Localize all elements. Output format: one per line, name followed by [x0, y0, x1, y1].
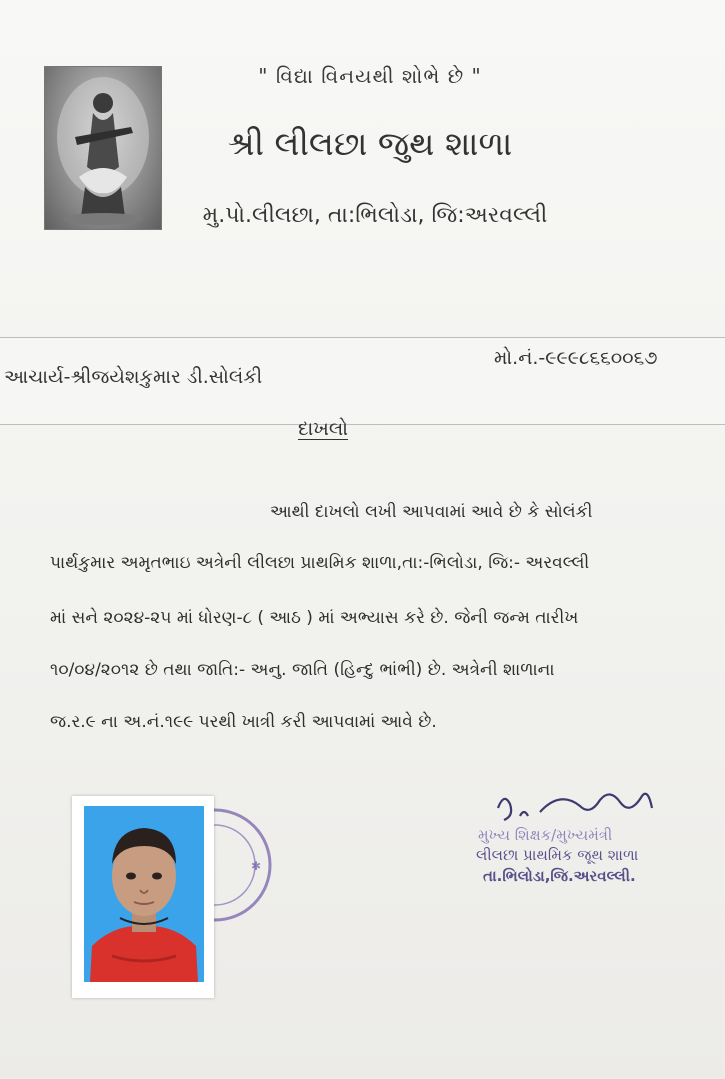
certificate-line-2: પાર્થકુમાર અમૃતભાઇ અત્રેની લીલછા પ્રાથમિક શાળા,તા:-ભિલોડા, જિ:- અરવલ્લી: [50, 553, 590, 573]
svg-text:✱: ✱: [251, 859, 262, 873]
signatory-school: લીલછા પ્રાથમિક જૂથ શાળા: [476, 846, 639, 864]
certificate-title: દાખલો: [298, 418, 349, 440]
signatory-title: મુખ્ય શિક્ષક/મુખ્યમંત્રી: [478, 826, 613, 844]
certificate-line-5: જ.ર.૯ ના અ.નં.૧૯૯ પરથી ખાત્રી કરી આપવામાં આવે છે.: [50, 712, 437, 732]
signatory-place: તા.ભિલોડા,જિ.અરવલ્લી.: [483, 867, 636, 885]
principal-name: આચાર્ય-શ્રીજયેશકુમાર ડી.સોલંકી: [4, 366, 263, 388]
school-name: શ્રી લીલછા જુથ શાળા: [227, 124, 513, 163]
mobile-number: મો.નં.-૯૯૯૮૬૬૦૦૬૭: [494, 347, 658, 369]
saraswati-logo-image: [44, 66, 162, 230]
student-photo-frame: [72, 796, 214, 998]
certificate-line-3: માં સને ૨૦૨૪-૨૫ માં ધોરણ-૮ ( આઠ ) માં અભ્યાસ કરે છે. જેની જન્મ તારીખ: [50, 608, 579, 628]
student-photo: [84, 806, 204, 982]
certificate-line-1: આથી દાખલો લખી આપવામાં આવે છે કે સોલંકી: [270, 502, 593, 522]
school-address: મુ.પો.લીલછા, તા:ભિલોડા, જિ:અરવલ્લી: [202, 203, 548, 228]
school-motto: " વિદ્યા વિનયથી શોભે છે ": [258, 64, 482, 88]
certificate-line-4: ૧૦/૦૪/૨૦૧૨ છે તથા જાતિ:- અનુ. જાતિ (હિન્દુ ભાંભી) છે. અત્રેની શાળાના: [50, 660, 555, 680]
